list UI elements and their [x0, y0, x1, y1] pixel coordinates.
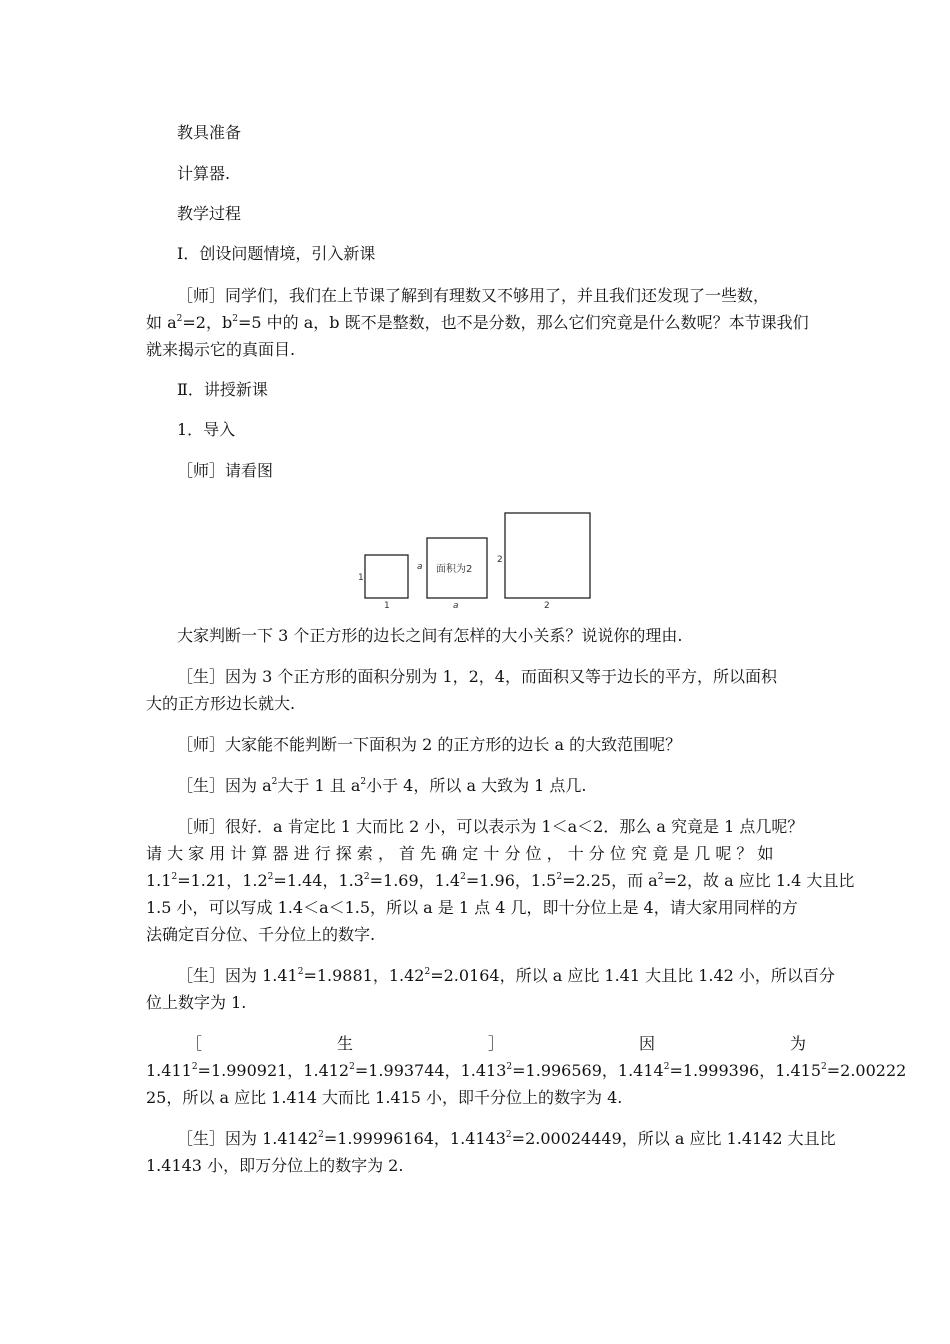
section2-heading: Ⅱ．讲授新课: [177, 380, 268, 399]
student-answer4-line2: 位上数字为 1.: [146, 993, 247, 1012]
square2-side-left: a: [417, 562, 423, 572]
student-answer4-line1: ［生］因为 $1.41^2=1.9881$，$1.42^2=2.0164$，所以 a 应比 1.41 大且比 1.42 小，所以百分: [177, 966, 835, 985]
teacher-intro-line3: 就来揭示它的真面目.: [146, 340, 296, 359]
teacher-question2: ［师］大家能不能判断一下面积为 2 的正方形的边长 a 的大致范围呢？: [177, 735, 682, 754]
subsection-intro: 1．导入: [177, 420, 236, 439]
teacher-explain-line1: ［师］很好．a 肯定比 1 大而比 2 小，可以表示为 1＜a＜2．那么 a 究竟是 1 点几呢？: [177, 817, 804, 836]
square1-side-bottom: 1: [384, 601, 390, 611]
square2-area-label: 面积为2: [436, 564, 473, 575]
process-title: 教学过程: [177, 204, 242, 223]
tools-text: 计算器.: [177, 164, 231, 183]
student-answer2: ［生］因为 $a^2$大于 1 且 $a^2$小于 4，所以 a 大致为 1 点几.: [177, 776, 587, 795]
see-figure-text: ［师］请看图: [177, 461, 274, 480]
squares-figure: [350, 505, 600, 615]
square3-side-bottom: 2: [544, 601, 550, 611]
square2-side-bottom: a: [453, 601, 459, 611]
student-answer5-line3: 25，所以 a 应比 1.414 大而比 1.415 小，即千分位上的数字为 4.: [146, 1088, 623, 1107]
teacher-explain-line2: 请 大 家 用 计 算 器 进 行 探 索 ， 首 先 确 定 十 分 位 ， 十 分 位 究 竟 是 几 呢 ？ 如: [146, 844, 774, 863]
student-answer5-line2: $1.411^2=1.990921$，$1.412^2=1.993744$，$1.413^2=1.996569$，$1.414^2=1.999396$，$1.415^2=2.00222$: [146, 1061, 907, 1080]
question-side-lengths: 大家判断一下 3 个正方形的边长之间有怎样的大小关系？说说你的理由.: [177, 626, 683, 645]
square1-side-left: 1: [358, 573, 364, 583]
teacher-explain-line4: 1.5 小，可以写成 1.4＜a＜1.5，所以 a 是 1 点 4 几，即十分位上是 4，请大家用同样的方: [146, 898, 798, 917]
student-answer6-line2: 1.4143 小，即万分位上的数字为 2.: [146, 1156, 404, 1175]
square-area-4: [505, 513, 590, 598]
teacher-explain-line5: 法确定百分位、千分位上的数字.: [146, 925, 376, 944]
square3-side-left: 2: [497, 555, 503, 565]
student-answer5-line1: ［ 生 ］ 因 为: [186, 1034, 806, 1053]
teacher-explain-line3: $1.1^2=1.21$，$1.2^2=1.44$，$1.3^2=1.69$，$1.4^2=1.96$，$1.5^2=2.25$，而 $a^2=2$，故 a 应比 1.4 大且比: [146, 871, 855, 890]
square-area-1: [365, 555, 408, 598]
student-answer1-line1: ［生］因为 3 个正方形的面积分别为 1，2，4，而面积又等于边长的平方，所以面积: [177, 667, 777, 686]
prep-title: 教具准备: [177, 123, 242, 142]
student-answer1-line2: 大的正方形边长就大.: [146, 694, 296, 713]
teacher-intro-line1: ［师］同学们，我们在上节课了解到有理数又不够用了，并且我们还发现了一些数，: [177, 286, 770, 305]
teacher-intro-line2: 如 $a^2=2$，$b^2=5$ 中的 a，b 既不是整数，也不是分数，那么它们究竟是什么数呢？本节课我们: [146, 313, 809, 332]
student-answer6-line1: ［生］因为 $1.4142^2=1.99996164$，$1.4143^2=2.00024449$，所以 a 应比 1.4142 大且比: [177, 1129, 836, 1148]
section1-heading: Ⅰ．创设问题情境，引入新课: [177, 244, 376, 263]
